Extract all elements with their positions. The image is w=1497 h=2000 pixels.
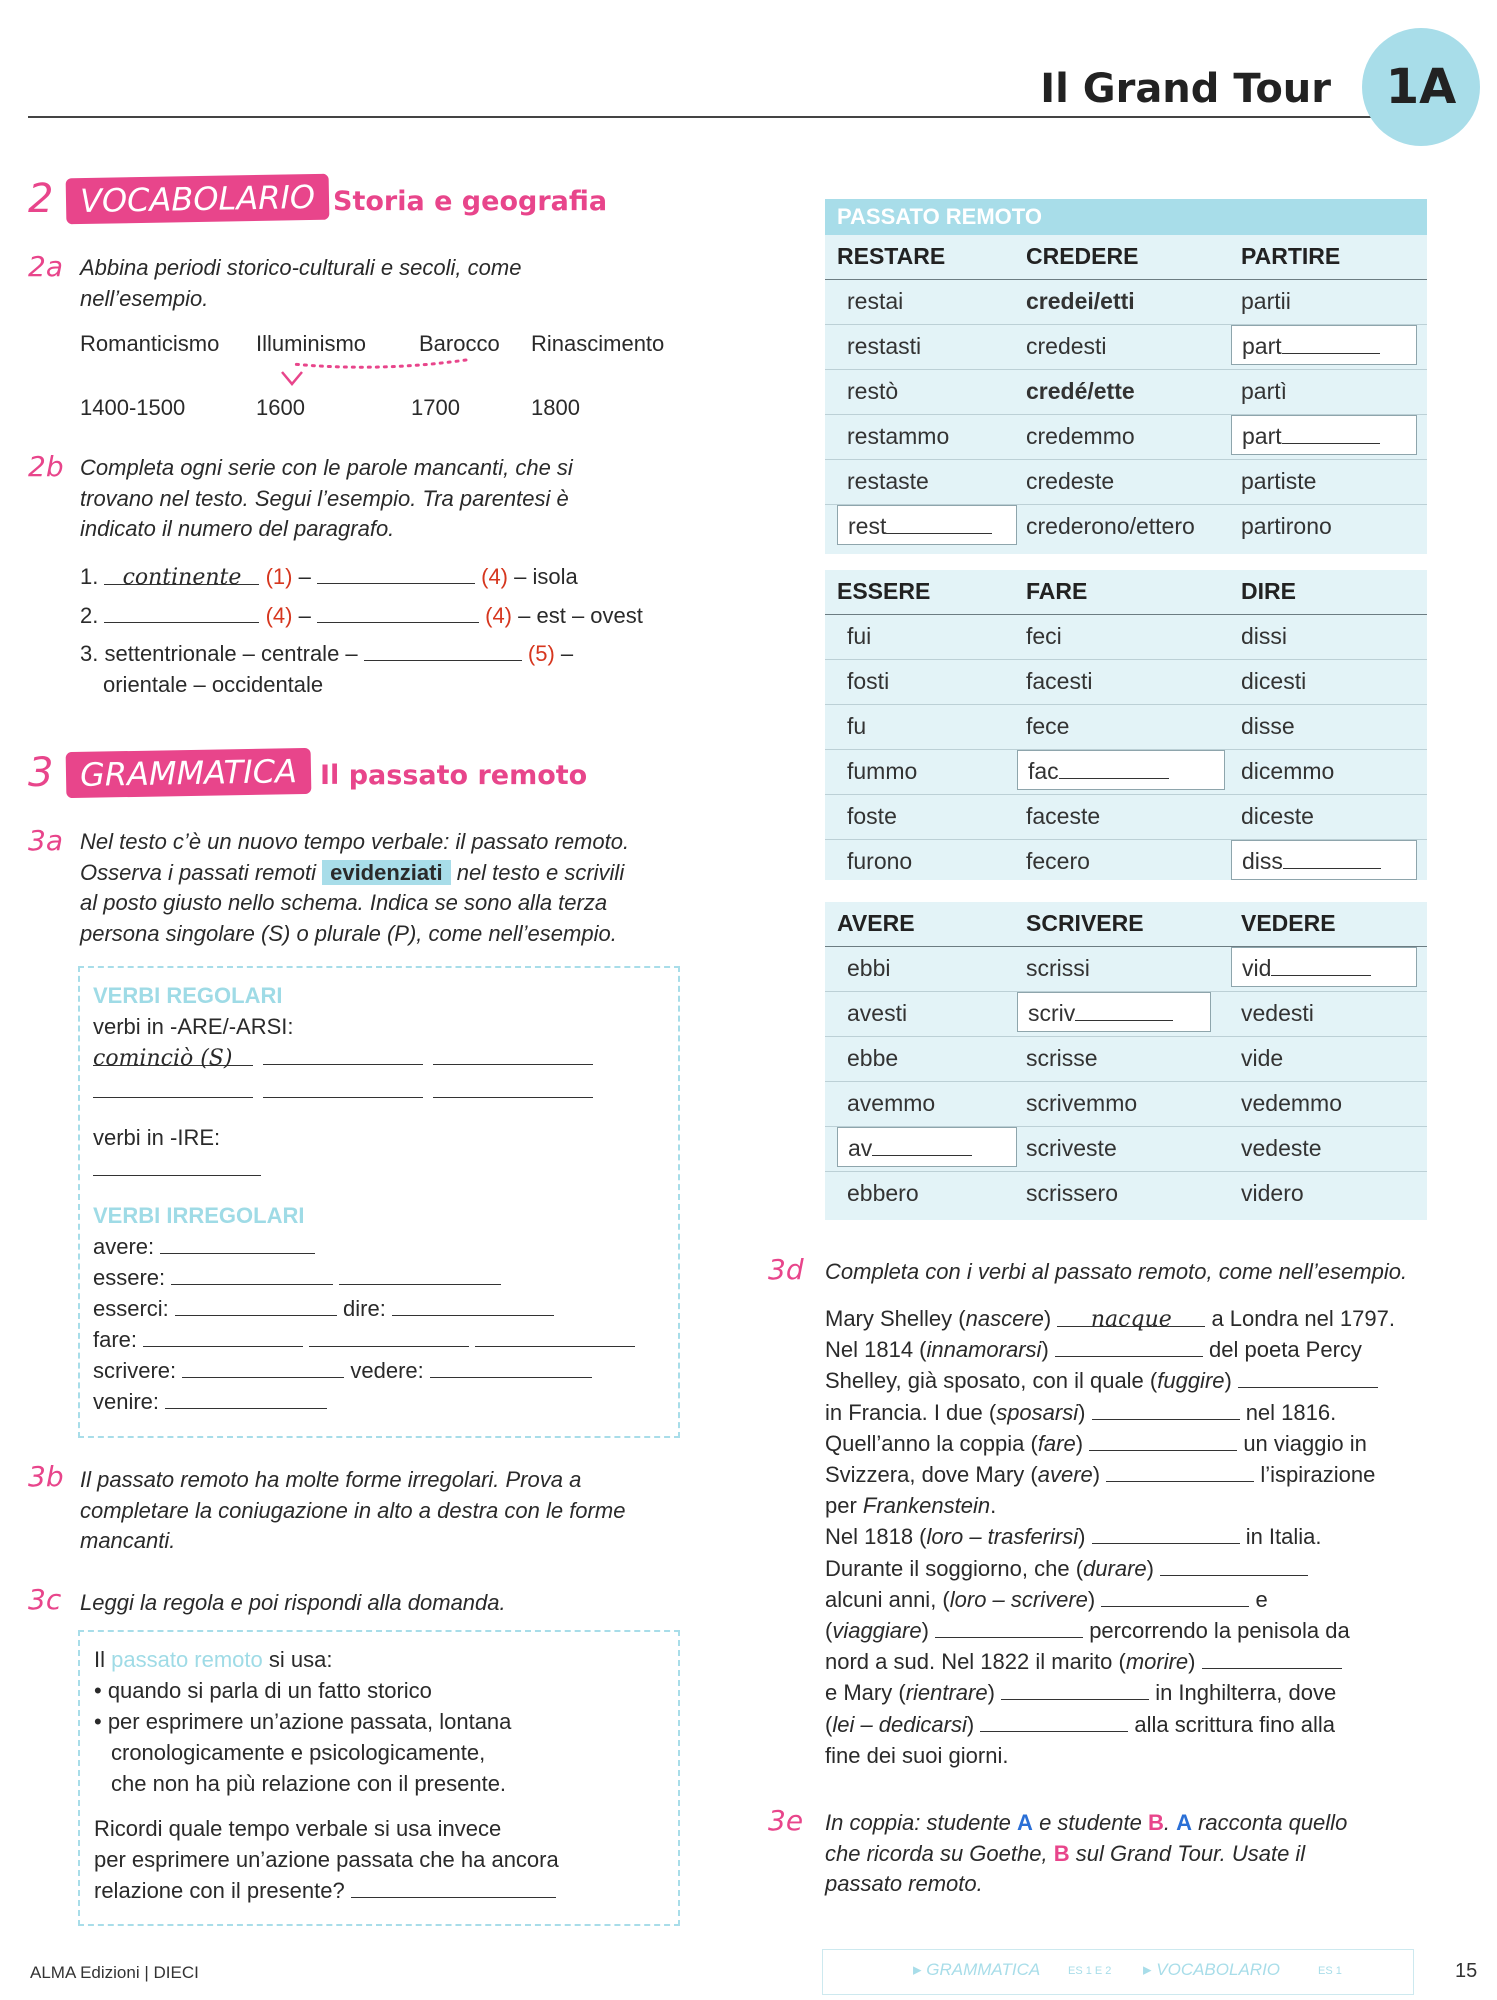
- table-passato-remoto-2: [825, 570, 1427, 880]
- year-1700[interactable]: 1700: [411, 395, 460, 420]
- table-row: fosti facesti dicesti: [825, 660, 1427, 705]
- blank-3d-13[interactable]: [1001, 1677, 1149, 1700]
- exercise-3c-number: 3c: [28, 1583, 62, 1616]
- blank-dire[interactable]: [392, 1293, 554, 1316]
- section-3-pill: GRAMMATICA: [66, 748, 312, 798]
- table-row: avemmo scrivemmo vedemmo: [825, 1082, 1427, 1127]
- period-rinascimento[interactable]: Rinascimento: [531, 331, 665, 356]
- table-row: fui feci dissi: [825, 615, 1427, 660]
- table-row: fu fece disse: [825, 705, 1427, 750]
- section-2-number: 2: [28, 176, 54, 222]
- blank-2b-1[interactable]: [317, 561, 475, 584]
- table-row: furono fecero diss: [825, 840, 1427, 884]
- irregolari-title: VERBI IRREGOLARI: [93, 1203, 305, 1228]
- year-1400-1500[interactable]: 1400-1500: [80, 395, 186, 420]
- year-1800[interactable]: 1800: [531, 395, 580, 420]
- verb-schema-content: VERBI REGOLARI verbi in -ARE/-ARSI: cominciò (S) verbi in -IRE: VERBI IRREGOLARI avere: essere: esserci: dire: fare: scrivere: vedere: venire:: [93, 980, 635, 1417]
- exercise-2b-number: 2b: [28, 450, 64, 483]
- table-header-row: [825, 570, 1427, 615]
- table-row: restai credei/etti partii: [825, 280, 1427, 325]
- table-row: foste faceste diceste: [825, 795, 1427, 840]
- exercise-3b-number: 3b: [28, 1460, 64, 1493]
- blank-esserci[interactable]: [175, 1293, 337, 1316]
- blank-3d-14[interactable]: [980, 1709, 1128, 1732]
- period-barocco[interactable]: Barocco: [419, 331, 500, 356]
- header-credere: CREDERE: [1026, 243, 1139, 269]
- exercise-2b-line-1: 1. continente (1) – (4) – isola: [80, 561, 578, 592]
- year-1600[interactable]: 1600: [256, 395, 305, 420]
- exercise-3a-instruction: Nel testo c’è un nuovo tempo verbale: il passato remoto. Osserva i passati remoti evidenziati nel testo e scrivili al posto giusto nello schema. Indica se sono alla terza persona singolare (S) o plurale (P), come nell’esempio.: [80, 829, 630, 946]
- table-row: ebbi scrissi vid: [825, 947, 1427, 992]
- input-fare-4[interactable]: fac: [1017, 750, 1225, 790]
- input-vedere-1[interactable]: vid: [1231, 947, 1417, 987]
- section-2-pill: VOCABOLARIO: [66, 174, 330, 225]
- input-avere-5[interactable]: av: [837, 1127, 1017, 1167]
- ref-vocabolario-es: ES 1: [1318, 1965, 1342, 1977]
- exercise-2a-instruction: Abbina periodi storico-culturali e secoli, come nell’esempio.: [80, 255, 522, 311]
- rule-content: Il passato remoto si usa: • quando si parla di un fatto storico • per esprimere un’azione passata, lontana cronologicamente e psicologicamente, che non ha più relazione con il presente. Ricordi quale tempo verbale si usa invece per esprimere un’azione passata che ha ancora relazione con il presente?: [94, 1647, 559, 1903]
- exercise-2a-number: 2a: [28, 250, 63, 283]
- table-row: restò credé/ette partì: [825, 370, 1427, 415]
- header-restare: RESTARE: [837, 243, 946, 269]
- header-fare: FARE: [1026, 578, 1088, 604]
- blank-2b-3[interactable]: [364, 638, 522, 661]
- input-partire-2[interactable]: part: [1231, 325, 1417, 365]
- page-number: 15: [1455, 1960, 1478, 1982]
- blank-venire[interactable]: [165, 1386, 327, 1409]
- blank-3d-10[interactable]: [1101, 1584, 1249, 1607]
- exercise-3d-number: 3d: [768, 1253, 804, 1286]
- blank-3d-12[interactable]: [1202, 1646, 1342, 1669]
- blank-essere-2[interactable]: [339, 1262, 501, 1285]
- blank-3d-2[interactable]: [1055, 1334, 1203, 1357]
- header-dire: DIRE: [1241, 578, 1296, 604]
- blank-3d-5[interactable]: [1089, 1428, 1237, 1451]
- blank-3c-answer[interactable]: [351, 1875, 556, 1898]
- blank-3d-8[interactable]: [1092, 1521, 1240, 1544]
- exercise-3e-instruction: In coppia: studente A e studente B. A racconta quello che ricorda su Goethe, B sul Grand Tour. Usate il passato remoto.: [825, 1810, 1348, 1896]
- table-title: PASSATO REMOTO: [825, 199, 1427, 235]
- header-rule: [28, 116, 1428, 118]
- table-passato-remoto-1: [825, 199, 1427, 554]
- blank-3d-6[interactable]: [1106, 1459, 1254, 1482]
- blank-are-6[interactable]: [433, 1075, 593, 1098]
- are-example: cominciò (S): [93, 1043, 253, 1066]
- exercise-3a-number: 3a: [28, 824, 63, 857]
- exercise-2b-line-3-cont: orientale – occidentale: [103, 672, 324, 697]
- blank-essere-1[interactable]: [171, 1262, 333, 1285]
- blank-2b-2a[interactable]: [104, 600, 259, 623]
- table-row: restasti credesti part: [825, 325, 1427, 370]
- blank-ire-1[interactable]: [93, 1153, 261, 1176]
- input-scrivere-2[interactable]: scriv: [1017, 992, 1211, 1032]
- header-scrivere: SCRIVERE: [1026, 910, 1144, 936]
- table-passato-remoto-3: [825, 902, 1427, 1220]
- exercise-2b-instruction: Completa ogni serie con le parole mancanti, che si trovano nel testo. Segui l’esempio. Tra parentesi è indicato il numero del paragrafo.: [80, 455, 573, 541]
- blank-fare-3[interactable]: [475, 1324, 635, 1347]
- header-essere: ESSERE: [837, 578, 931, 604]
- exercise-2b-line-3: 3. settentrionale – centrale – (5) –: [80, 638, 573, 669]
- publisher-footer: ALMA Edizioni | DIECI: [30, 1963, 199, 1982]
- answer-nacque: nacque: [1057, 1304, 1205, 1327]
- table-row: av scriveste vedeste: [825, 1127, 1427, 1172]
- exercise-2b-line-2: 2. (4) – (4) – est – ovest: [80, 600, 643, 631]
- table-row: ebbe scrisse vide: [825, 1037, 1427, 1082]
- section-3-title: Il passato remoto: [320, 760, 588, 791]
- table-row: rest crederono/ettero partirono: [825, 505, 1427, 549]
- exercise-3b-instruction: Il passato remoto ha molte forme irregolari. Prova a completare la coniugazione in alto a destra con le forme mancanti.: [80, 1467, 626, 1553]
- header-avere: AVERE: [837, 910, 915, 936]
- ire-label: verbi in -IRE:: [93, 1125, 221, 1150]
- blank-are-5[interactable]: [263, 1075, 423, 1098]
- table-row: avesti scriv vedesti: [825, 992, 1427, 1037]
- rule-term: passato remoto: [111, 1647, 263, 1672]
- blank-avere[interactable]: [160, 1231, 315, 1254]
- blank-2b-2b[interactable]: [317, 600, 479, 623]
- table-header-row: [825, 902, 1427, 947]
- ref-grammatica-es: ES 1 E 2: [1068, 1965, 1112, 1977]
- blank-3d-4[interactable]: [1092, 1397, 1240, 1420]
- cross-reference-box: [822, 1949, 1414, 1995]
- exercise-3d-text: Mary Shelley (nascere) nacque a Londra nel 1797. Nel 1814 (innamorarsi) del poeta Percy Shelley, già sposato, con il quale (fuggire) in Francia. I due (sposarsi) nel 1816. Quell’anno la coppia (fare) un viaggio in Svizzera, dove Mary (avere) l’ispirazione per Frankenstein. Nel 1818 (loro – trasferirsi) in Italia. Durante il soggiorno, che (durare) alcuni anni, (loro – scrivere) e (viaggiare) percorrendo la penisola da nord a sud. Nel 1822 il marito (morire) e Mary (rientrare) in Inghilterra, dove (lei – dedicarsi) alla scrittura fino alla fine dei suoi giorni.: [825, 1306, 1395, 1768]
- are-label: verbi in -ARE/-ARSI:: [93, 1014, 294, 1039]
- table-row: restaste credeste partiste: [825, 460, 1427, 505]
- regolari-title: VERBI REGOLARI: [93, 983, 283, 1008]
- table-row: restammo credemmo part: [825, 415, 1427, 460]
- exercise-3e-number: 3e: [768, 1804, 804, 1837]
- exercise-3c-instruction: Leggi la regola e poi rispondi alla domanda.: [80, 1590, 506, 1615]
- section-3-number: 3: [28, 750, 54, 796]
- blank-fare-1[interactable]: [143, 1324, 303, 1347]
- exercise-3d-instruction: Completa con i verbi al passato remoto, come nell’esempio.: [825, 1259, 1408, 1284]
- blank-are-2[interactable]: [263, 1042, 423, 1065]
- blank-scrivere[interactable]: [182, 1355, 344, 1378]
- blank-3d-9[interactable]: [1160, 1553, 1308, 1576]
- blank-3d-11[interactable]: [935, 1615, 1083, 1638]
- blank-vedere[interactable]: [430, 1355, 592, 1378]
- student-b-label: B: [1147, 1810, 1164, 1835]
- ref-vocabolario[interactable]: ▸ VOCABOLARIO: [1143, 1960, 1281, 1979]
- table-row: fummo fac dicemmo: [825, 750, 1427, 795]
- student-a-label: A: [1017, 1810, 1033, 1835]
- period-illuminismo[interactable]: Illuminismo: [256, 331, 367, 356]
- highlight-evidenziati: evidenziati: [322, 860, 450, 885]
- unit-badge: 1A: [1362, 28, 1480, 146]
- blank-are-4[interactable]: [93, 1075, 253, 1098]
- table-row: ebbero scrissero videro: [847, 1180, 1304, 1206]
- input-restare-6[interactable]: rest: [837, 505, 1017, 545]
- answer-continente: continente: [104, 562, 259, 585]
- page-title: Il Grand Tour: [1040, 66, 1331, 112]
- period-romanticismo[interactable]: Romanticismo: [80, 331, 220, 356]
- ref-grammatica[interactable]: ▸ GRAMMATICA: [913, 1960, 1041, 1979]
- header-vedere: VEDERE: [1241, 910, 1336, 936]
- blank-fare-2[interactable]: [309, 1324, 469, 1347]
- header-partire: PARTIRE: [1241, 243, 1341, 269]
- blank-are-3[interactable]: [433, 1042, 593, 1065]
- section-2-title: Storia e geografia: [333, 186, 608, 217]
- blank-3d-3[interactable]: [1238, 1365, 1378, 1388]
- input-dire-6[interactable]: diss: [1231, 840, 1417, 880]
- year-list: [80, 392, 700, 424]
- table-header-row: [825, 235, 1427, 280]
- input-partire-4[interactable]: part: [1231, 415, 1417, 455]
